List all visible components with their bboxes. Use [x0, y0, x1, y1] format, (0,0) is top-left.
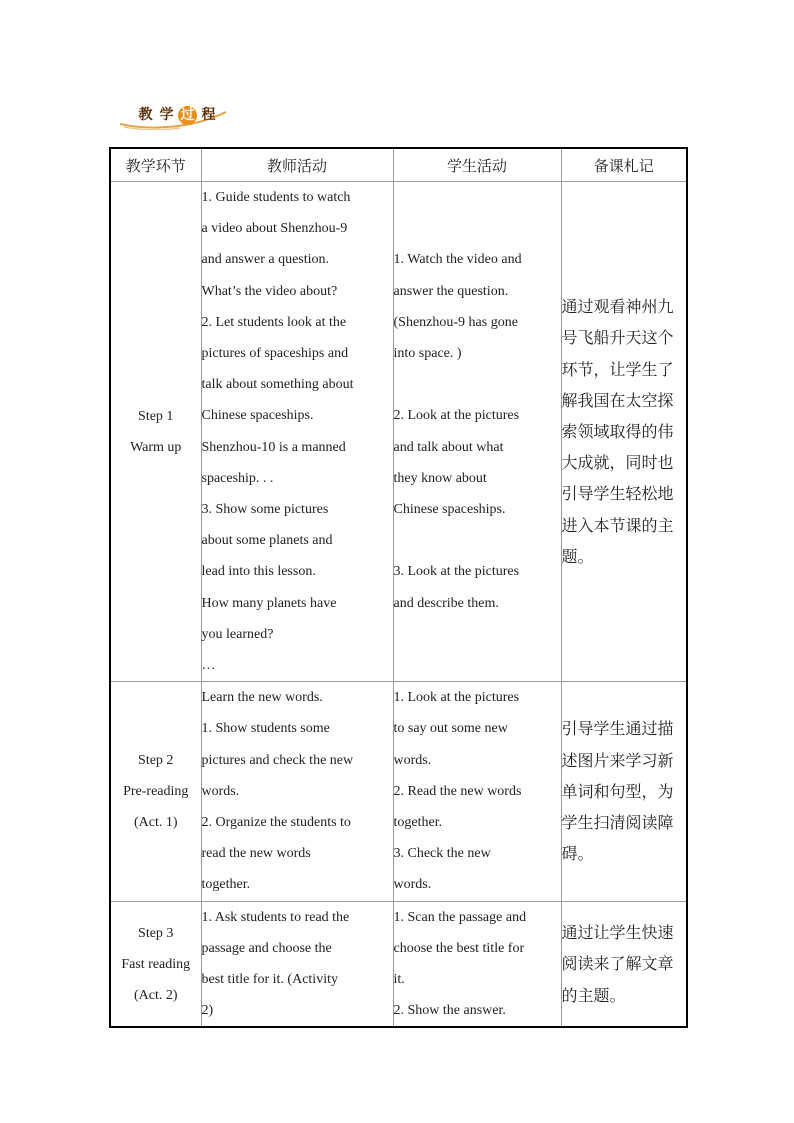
student-activity-line: and describe them.	[393, 595, 499, 611]
teacher-activity-line: pictures of spaceships and	[201, 346, 349, 362]
step-cell	[110, 182, 201, 682]
teacher-activity-line: pictures and check the new	[201, 752, 354, 768]
student-activity-line: together.	[393, 815, 443, 831]
prep-notes-cell: 通过让学生快速阅读来了解文章的主题。	[561, 901, 687, 1027]
teacher-activity-line: words.	[201, 783, 240, 799]
teacher-activity-line: 1. Show students some	[201, 721, 330, 737]
blank-line	[394, 525, 561, 556]
student-activity-cell	[393, 901, 561, 1027]
student-activity-line: they know about	[393, 470, 487, 486]
teacher-activity-line: 2)	[201, 1003, 214, 1019]
student-activity-line: 2. Read the new words	[393, 783, 522, 799]
student-activity-line: 2. Show the answer.	[393, 1003, 506, 1019]
teacher-activity-line: talk about something about	[201, 377, 354, 393]
student-activity-line: into space. )	[393, 346, 462, 362]
header-cell: 教学环节	[110, 148, 201, 182]
student-activity-line: and talk about what	[393, 439, 504, 455]
teacher-activity-line: How many planets have	[201, 595, 337, 611]
header-cell: 学生活动	[393, 148, 561, 182]
teacher-activity-line: lead into this lesson.	[201, 564, 316, 580]
teacher-activity-line: Chinese spaceships.	[201, 408, 314, 424]
teacher-activity-line: 3. Show some pictures	[201, 502, 329, 518]
step-cell	[110, 682, 201, 901]
teacher-activity-line: about some planets and	[201, 533, 333, 549]
student-activity-line: (Shenzhou-9 has gone	[393, 314, 518, 330]
banner-char: 教	[138, 107, 153, 123]
blank-line	[394, 369, 561, 400]
student-activity-line: choose the best title for	[393, 940, 525, 956]
teacher-activity-line: What’s the video about?	[201, 283, 338, 299]
step-label: (Act. 1)	[133, 814, 178, 830]
teacher-activity-line: 1. Guide students to watch	[201, 190, 351, 205]
student-activity-line: 3. Check the new	[393, 846, 491, 862]
table-header-row	[110, 148, 687, 182]
student-activity-line: 1. Look at the pictures	[393, 690, 520, 706]
student-activity-line: it.	[393, 972, 405, 988]
step-label: Step 1	[138, 408, 174, 424]
teacher-activity-line: 2. Organize the students to	[201, 815, 351, 831]
lesson-plan-table	[109, 147, 688, 1028]
student-activity-line: words.	[393, 752, 432, 768]
step-label: Step 2	[138, 752, 174, 768]
teacher-activity-cell	[201, 182, 393, 682]
table-row	[110, 182, 687, 682]
teacher-activity-line: best title for it. (Activity	[201, 972, 338, 988]
step-cell	[110, 901, 201, 1027]
teacher-activity-line: 1. Ask students to read the	[201, 909, 350, 925]
student-activity-line: words.	[393, 877, 432, 893]
section-banner	[118, 104, 228, 130]
step-label: (Act. 2)	[133, 987, 178, 1003]
student-activity-line: 1. Watch the video and	[393, 252, 522, 268]
step-label: Warm up	[130, 439, 182, 455]
student-activity-line: 1. Scan the passage and	[393, 909, 527, 925]
teacher-activity-cell	[201, 682, 393, 901]
teacher-activity-line: Shenzhou-10 is a manned	[201, 439, 346, 455]
teacher-activity-line: …	[201, 658, 216, 674]
teacher-activity-line: read the new words	[201, 846, 311, 862]
student-activity-line: answer the question.	[393, 283, 509, 299]
teacher-activity-line: passage and choose the	[201, 940, 332, 956]
step-label: Fast reading	[121, 956, 191, 972]
teacher-activity-line: and answer a question.	[201, 252, 330, 268]
table-row	[110, 901, 687, 1027]
student-activity-line: 2. Look at the pictures	[393, 408, 520, 424]
teacher-activity-line: together.	[201, 877, 251, 893]
teacher-activity-line: Learn the new words.	[201, 690, 323, 706]
student-activity-cell	[393, 682, 561, 901]
student-activity-line: 3. Look at the pictures	[393, 564, 520, 580]
banner-char: 程	[201, 107, 216, 123]
header-cell: 教师活动	[201, 148, 393, 182]
banner-char: 过	[178, 106, 197, 125]
student-activity-cell	[393, 182, 561, 682]
teacher-activity-line: spaceship. . .	[201, 470, 274, 486]
step-label: Step 3	[138, 925, 174, 941]
step-label: Pre-reading	[123, 783, 189, 799]
prep-notes-cell: 通过观看神州九号飞船升天这个环节，让学生了解我国在太空探索领域取得的伟大成就，同时也引导学生轻松地进入本节课的主题。	[561, 182, 687, 682]
table-row	[110, 682, 687, 901]
prep-notes-cell: 引导学生通过描述图片来学习新单词和句型，为学生扫清阅读障碍。	[561, 682, 687, 901]
teacher-activity-line: a video about Shenzhou-9	[201, 221, 348, 237]
banner-char: 学	[159, 107, 174, 123]
header-cell: 备课札记	[561, 148, 687, 182]
teacher-activity-line: you learned?	[201, 626, 274, 642]
student-activity-line: Chinese spaceships.	[393, 502, 506, 518]
teacher-activity-line: 2. Let students look at the	[201, 314, 347, 330]
student-activity-line: to say out some new	[393, 721, 508, 737]
teacher-activity-cell	[201, 901, 393, 1027]
